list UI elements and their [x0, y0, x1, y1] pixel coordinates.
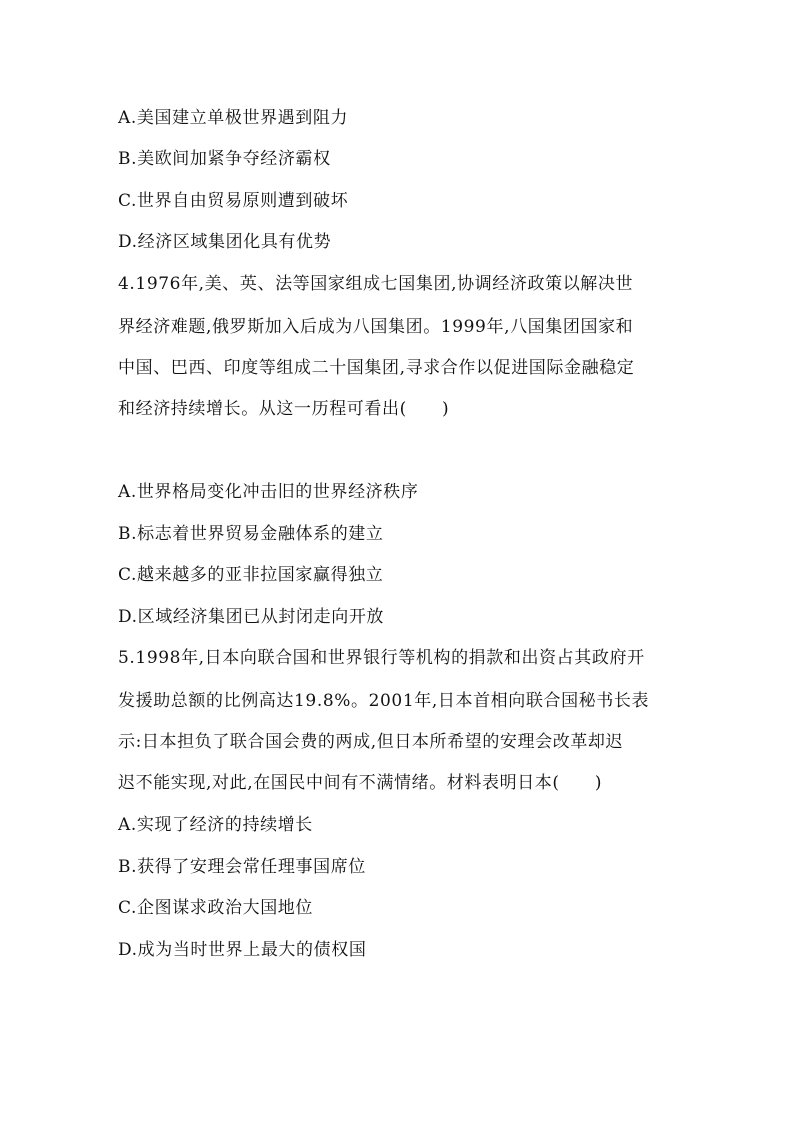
- q4-stem-line-3: 中国、巴西、印度等组成二十国集团,寻求合作以促进国际金融稳定: [118, 358, 635, 378]
- q5-option-a: A.实现了经济的持续增长: [118, 815, 313, 835]
- q4-option-d: D.区域经济集团已从封闭走向开放: [118, 607, 385, 627]
- q5-option-c: C.企图谋求政治大国地位: [118, 898, 314, 918]
- q4-option-a: A.世界格局变化冲击旧的世界经济秩序: [118, 482, 419, 502]
- q5-option-b: B.获得了安理会常任理事国席位: [118, 857, 366, 877]
- q3-option-c: C.世界自由贸易原则遭到破坏: [118, 191, 349, 211]
- q4-option-c: C.越来越多的亚非拉国家赢得独立: [118, 565, 384, 585]
- q3-option-a: A.美国建立单极世界遇到阻力: [118, 108, 349, 128]
- q4-stem-line-4: 和经济持续增长。从这一历程可看出( ): [118, 399, 450, 419]
- q5-option-d: D.成为当时世界上最大的债权国: [118, 940, 367, 960]
- q4-stem-line-1: 4.1976年,美、英、法等国家组成七国集团,协调经济政策以解决世: [118, 274, 634, 294]
- q5-stem-line-4: 迟不能实现,对此,在国民中间有不满情绪。材料表明日本( ): [118, 773, 603, 793]
- q3-option-b: B.美欧间加紧争夺经济霸权: [118, 149, 331, 169]
- q3-option-d: D.经济区域集团化具有优势: [118, 232, 332, 252]
- q5-stem-line-1: 5.1998年,日本向联合国和世界银行等机构的捐款和出资占其政府开: [118, 648, 645, 668]
- q4-stem-line-2: 界经济难题,俄罗斯加入后成为八国集团。1999年,八国集团国家和: [118, 317, 634, 337]
- q5-stem-line-2: 发援助总额的比例高达19.8%。2001年,日本首相向联合国秘书长表: [118, 691, 650, 711]
- q5-stem-line-3: 示:日本担负了联合国会费的两成,但日本所希望的安理会改革却迟: [118, 732, 624, 752]
- q4-option-b: B.标志着世界贸易金融体系的建立: [118, 524, 384, 544]
